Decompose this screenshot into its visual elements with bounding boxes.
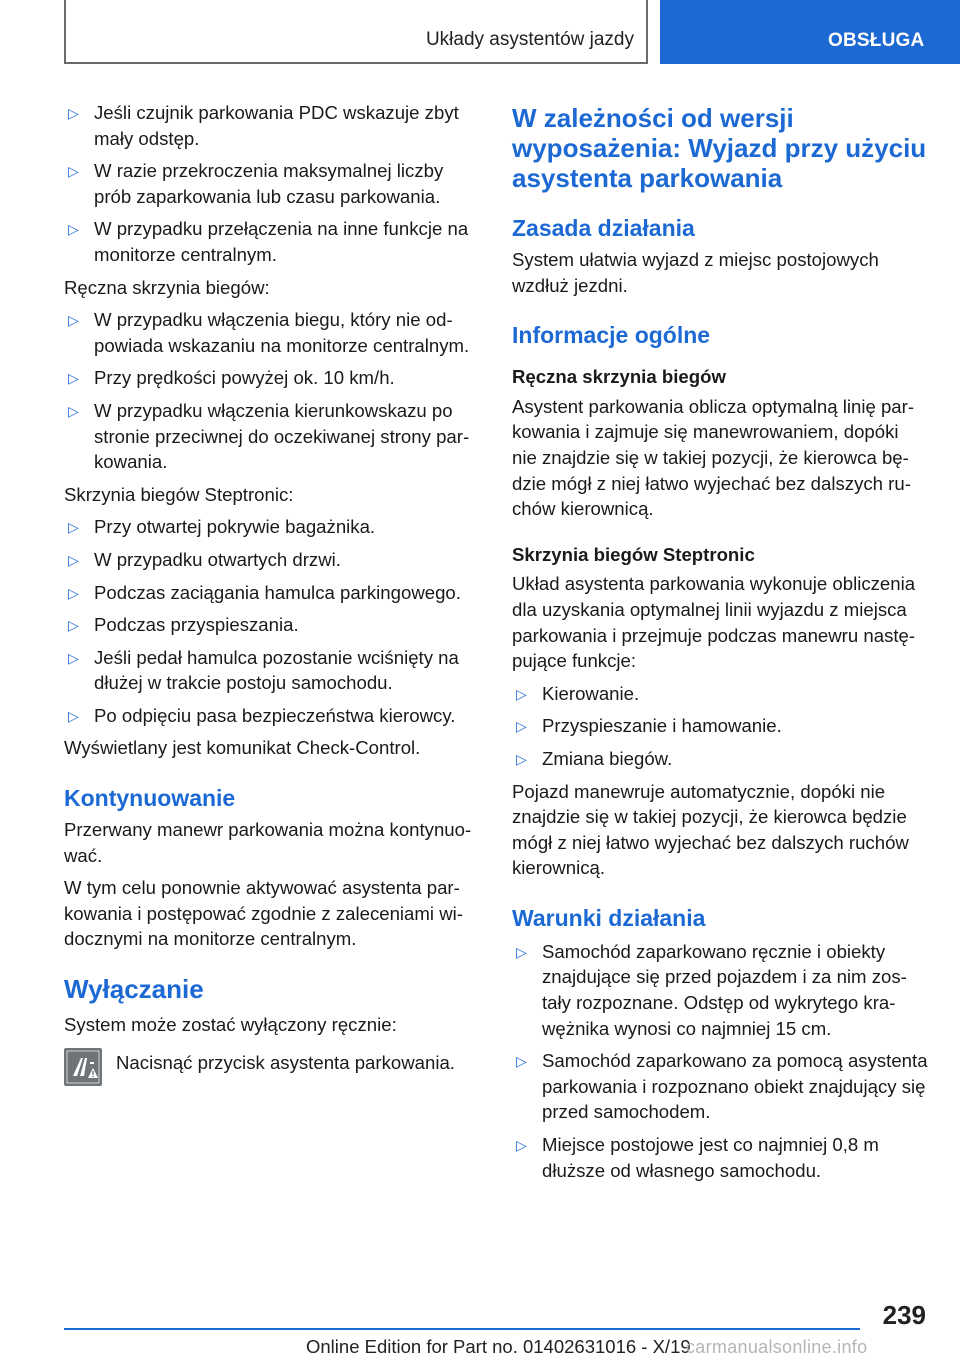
edition-note: Online Edition for Part no. 01402631016 - X/19	[306, 1336, 691, 1357]
list-item: ▷ W przypadku otwartych drzwi.	[64, 547, 478, 573]
bullet-triangle-icon: ▷	[68, 551, 79, 568]
bullet-triangle-icon: ▷	[68, 105, 79, 121]
list-item: ▷ Po odpięciu pasa bezpieczeństwa kierowcy.	[64, 703, 478, 729]
bullet-triangle-icon: ▷	[68, 519, 79, 536]
list-item: ▷ Podczas przyspieszania.	[64, 612, 478, 638]
list-item: ▷ Jeśli pedał hamulca pozostanie wciśnięty na dłużej w trakcie postoju samochodu.	[68, 646, 459, 694]
conditions-heading: Warunki działania	[512, 904, 706, 931]
list-item: ▷ Podczas zaciągania hamulca parkingowego.	[64, 580, 478, 606]
park-assist-instruction	[64, 1050, 478, 1076]
bullet-triangle-icon: ▷	[68, 370, 79, 387]
steptronic-paragraph-2: Pojazd manewruje automatycznie, dopóki nie znajdzie się w takiej pozycji, że kierowca będzie mógł z niej łatwo wyjechać bez dalszych ruchów kierownicą.	[512, 780, 909, 879]
bullet-triangle-icon: ▷	[68, 617, 79, 634]
bullet-triangle-icon: ▷	[68, 312, 79, 329]
chapter-tab[interactable]	[660, 0, 960, 64]
park-assist-instruction-text: Nacisnąć przycisk asystenta parkowania.	[116, 1051, 455, 1073]
bullet-triangle-icon: ▷	[516, 943, 527, 960]
general-info-heading: Informacje ogólne	[512, 322, 711, 349]
manual-gearbox-paragraph: Asystent parkowania oblicza optymalną linię parkowania i zajmuje się manewrowaniem, dopóki nie znajdzie się w takiej pozycji, że kierowca będzie mógł z niej łatwo wyjechać bez dalszych ruchów kierownicą.	[512, 395, 915, 520]
continue-paragraph-2: W tym celu ponownie aktywować asystenta parkowania i postępować zgodnie z zaleceniami widocznymi na monitorze centralnym.	[64, 877, 463, 950]
principle-paragraph: System ułatwia wyjazd z miejsc postojowych wzdłuż jezdni.	[512, 249, 879, 296]
header-section-box	[64, 0, 648, 64]
steptronic-label: Skrzynia biegów Steptronic:	[64, 483, 294, 505]
bullet-triangle-icon: ▷	[68, 163, 79, 180]
steptronic-heading: Skrzynia biegów Steptronic	[512, 543, 755, 565]
list-item: ▷ W przypadku włączenia kierunkowskazu po stronie przeciwnej do oczekiwanej strony parkowania.	[68, 399, 470, 473]
list-item: ▷ Samochód zaparkowano ręcznie i obiekty znajdujące się przed pojazdem i za nim zostały rozpoznane. Odstęp od wykrytego krawężnika wynosi co najmniej 15 cm.	[516, 940, 907, 1039]
bullet-triangle-icon: ▷	[516, 1137, 527, 1154]
principle-heading: Zasada działania	[512, 215, 695, 241]
page-number: 239	[882, 1300, 926, 1330]
list-item: ▷ Miejsce postojowe jest co najmniej 0,8 m dłuższe od własnego samochodu.	[516, 1134, 879, 1181]
chapter-tab-label: OBSŁUGA	[828, 30, 925, 51]
list-item: ▷ Przy otwartej pokrywie bagażnika.	[64, 514, 478, 540]
bullet-triangle-icon: ▷	[516, 750, 527, 767]
list-item: ▷ W przypadku włączenia biegu, który nie odpowiada wskazaniu na monitorze centralnym.	[68, 309, 470, 356]
list-item: ▷ Przy prędkości powyżej ok. 10 km/h.	[64, 365, 478, 391]
section-main-title: W zależności od wersji wyposażenia: Wyjazd przy użyciu asystenta parkowania	[512, 103, 927, 193]
left-column	[64, 100, 478, 1075]
continue-heading: Kontynuowanie	[64, 785, 236, 812]
continue-paragraph-1: Przerwany manewr parkowania można kontynuować.	[64, 819, 472, 866]
list-item: ▷ Jeśli czujnik parkowania PDC wskazuje zbyt mały odstęp.	[68, 102, 459, 149]
right-column	[512, 103, 928, 1190]
park-assist-button-icon	[64, 1048, 102, 1086]
manual-gearbox-heading: Ręczna skrzynia biegów	[512, 366, 726, 388]
list-item: ▷ Samochód zaparkowano za pomocą asystenta parkowania i rozpoznano obiekt znajdujący się przed samochodem.	[516, 1050, 928, 1123]
switch-off-paragraph: System może zostać wyłączony ręcznie:	[64, 1014, 397, 1036]
watermark: carmanualsonline.info	[686, 1337, 868, 1357]
bullet-triangle-icon: ▷	[516, 685, 527, 702]
bullet-triangle-icon: ▷	[68, 402, 79, 419]
list-item: ▷ Przyspieszanie i hamowanie.	[512, 713, 928, 739]
bullet-triangle-icon: ▷	[68, 584, 79, 601]
bullet-triangle-icon: ▷	[68, 707, 79, 724]
bullet-triangle-icon: ▷	[516, 718, 527, 735]
list-item: ▷ Kierowanie.	[512, 681, 928, 707]
footer-divider	[64, 1328, 860, 1330]
bullet-triangle-icon: ▷	[68, 649, 79, 666]
manual-gearbox-label: Ręczna skrzynia biegów:	[64, 276, 270, 298]
list-item: ▷ W przypadku przełączenia na inne funkcje na monitorze centralnym.	[68, 218, 469, 265]
steptronic-paragraph: Układ asystenta parkowania wykonuje obliczenia dla uzyskania optymalnej linii wyjazdu z miejsca parkowania i przejmuje podczas manewru następujące funkcje:	[512, 573, 916, 672]
bullet-triangle-icon: ▷	[516, 1053, 527, 1070]
switch-off-heading: Wyłączanie	[64, 974, 204, 1005]
list-item: ▷ Zmiana biegów.	[512, 746, 928, 772]
list-item: ▷ W razie przekroczenia maksymalnej liczby prób zaparkowania lub czasu parkowania.	[68, 160, 444, 207]
section-title: Układy asystentów jazdy	[425, 29, 634, 50]
bullet-triangle-icon: ▷	[68, 221, 79, 238]
check-control-message: Wyświetlany jest komunikat Check-Control.	[64, 737, 421, 759]
